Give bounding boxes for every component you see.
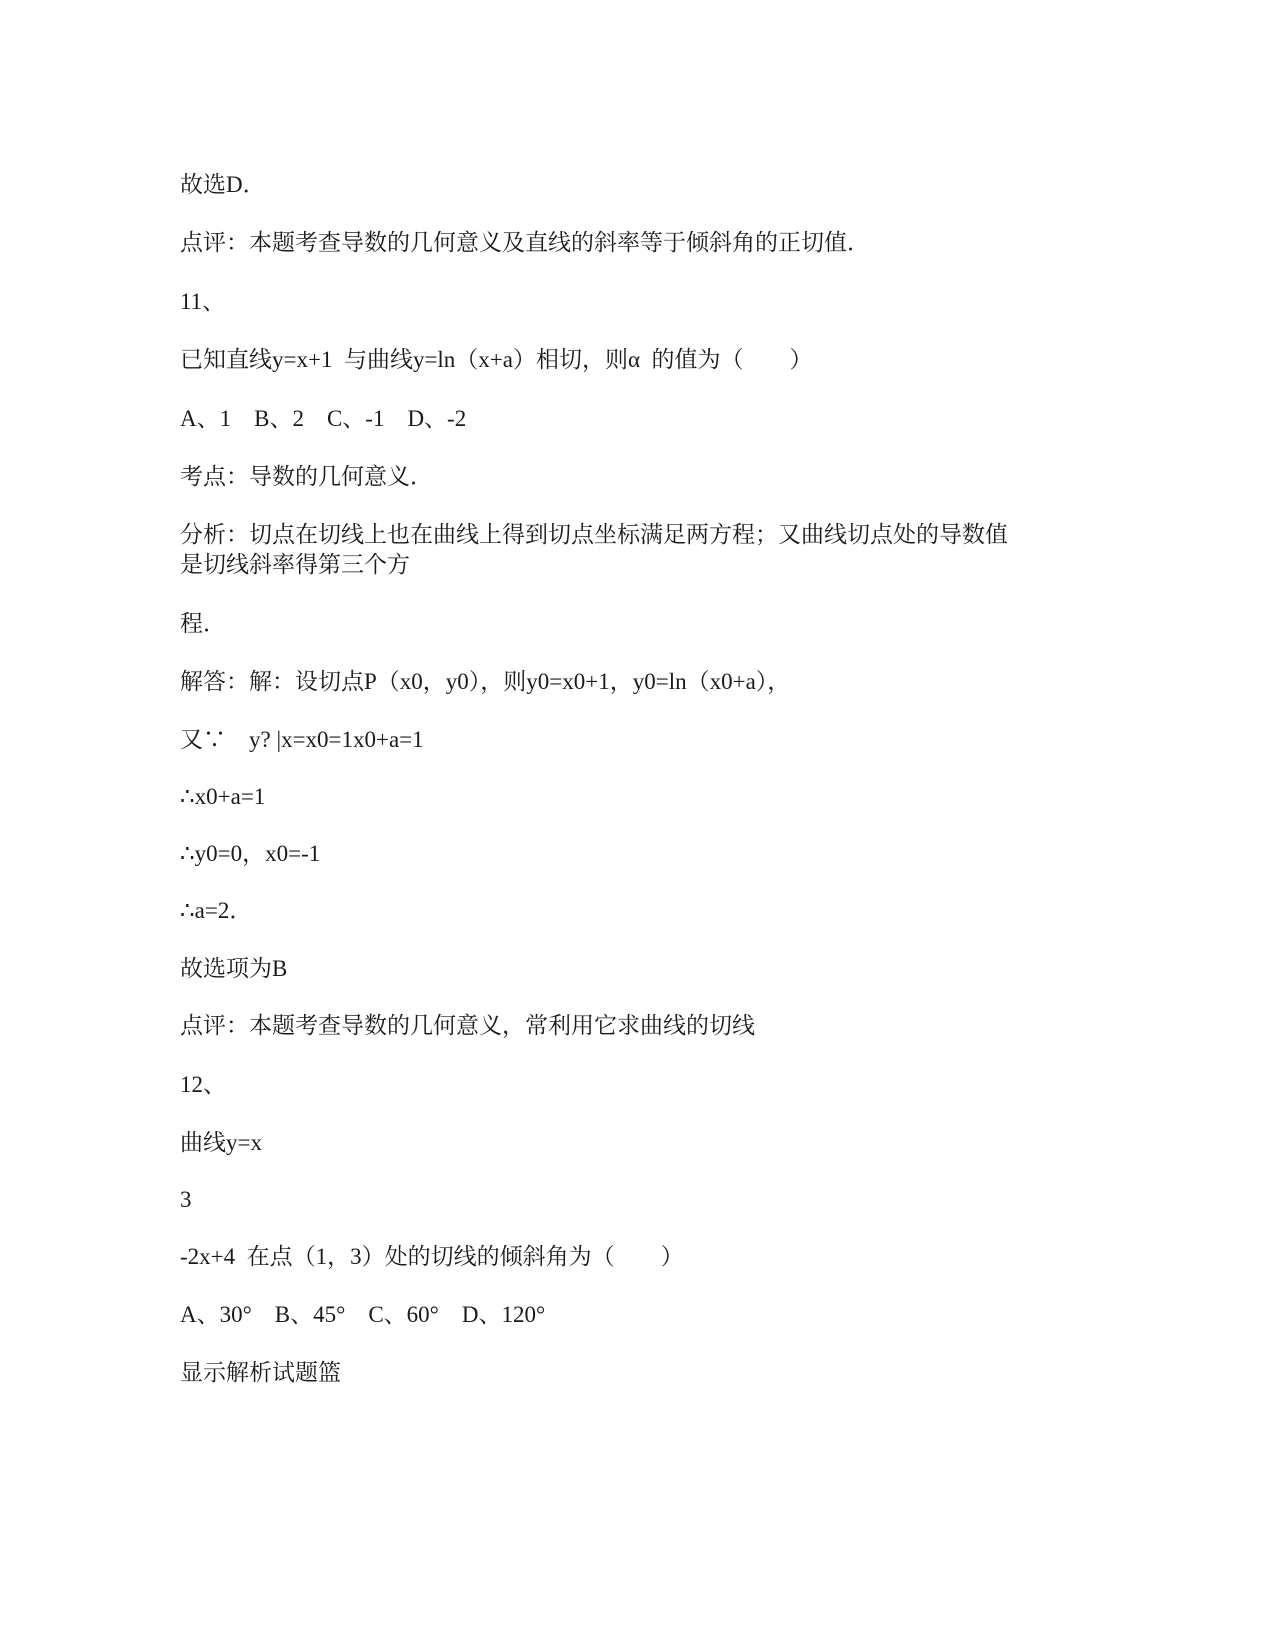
question-number-11: 11、 [180,289,226,314]
question-12-stem-part-1: 曲线y=x [180,1130,262,1155]
question-number-12: 12、 [180,1072,226,1097]
solution-line-2: 又∵ y? |x=x0=1x0+a=1 [180,727,424,752]
question-11-options: A、1 B、2 C、-1 D、-2 [180,406,467,431]
knowledge-point: 考点：导数的几何意义． [180,464,433,489]
analysis-line-3: 程． [180,611,226,636]
analysis-line-1: 分析：切点在切线上也在曲线上得到切点坐标满足两方程；又曲线切点处的导数值 [180,522,1008,547]
comment-line-2: 点评：本题考查导数的几何意义，常利用它求曲线的切线 [180,1013,755,1038]
solution-line-4: ∴y0=0，x0=-1 [180,841,321,866]
comment-line: 点评：本题考查导数的几何意义及直线的斜率等于倾斜角的正切值． [180,230,870,255]
solution-line-3: ∴x0+a=1 [180,784,266,809]
question-11-stem: 已知直线y=x+1 与曲线y=ln（x+a）相切，则α 的值为（ ） [180,347,813,372]
show-analysis-link[interactable]: 显示解析试题篮 [180,1360,341,1385]
answer-choice-d: 故选D． [180,172,266,197]
final-answer: 故选项为B [180,956,288,981]
question-12-exponent: 3 [180,1187,192,1212]
question-12-stem-part-2: -2x+4 在点（1，3）处的切线的倾斜角为（ ） [180,1244,684,1269]
solution-line-5: ∴a=2． [180,898,253,923]
analysis-line-2: 是切线斜率得第三个方 [180,552,410,577]
solution-line-1: 解答：解：设切点P（x0，y0），则y0=x0+1，y0=ln（x0+a）， [180,669,791,694]
question-12-options: A、30° B、45° C、60° D、120° [180,1302,546,1327]
